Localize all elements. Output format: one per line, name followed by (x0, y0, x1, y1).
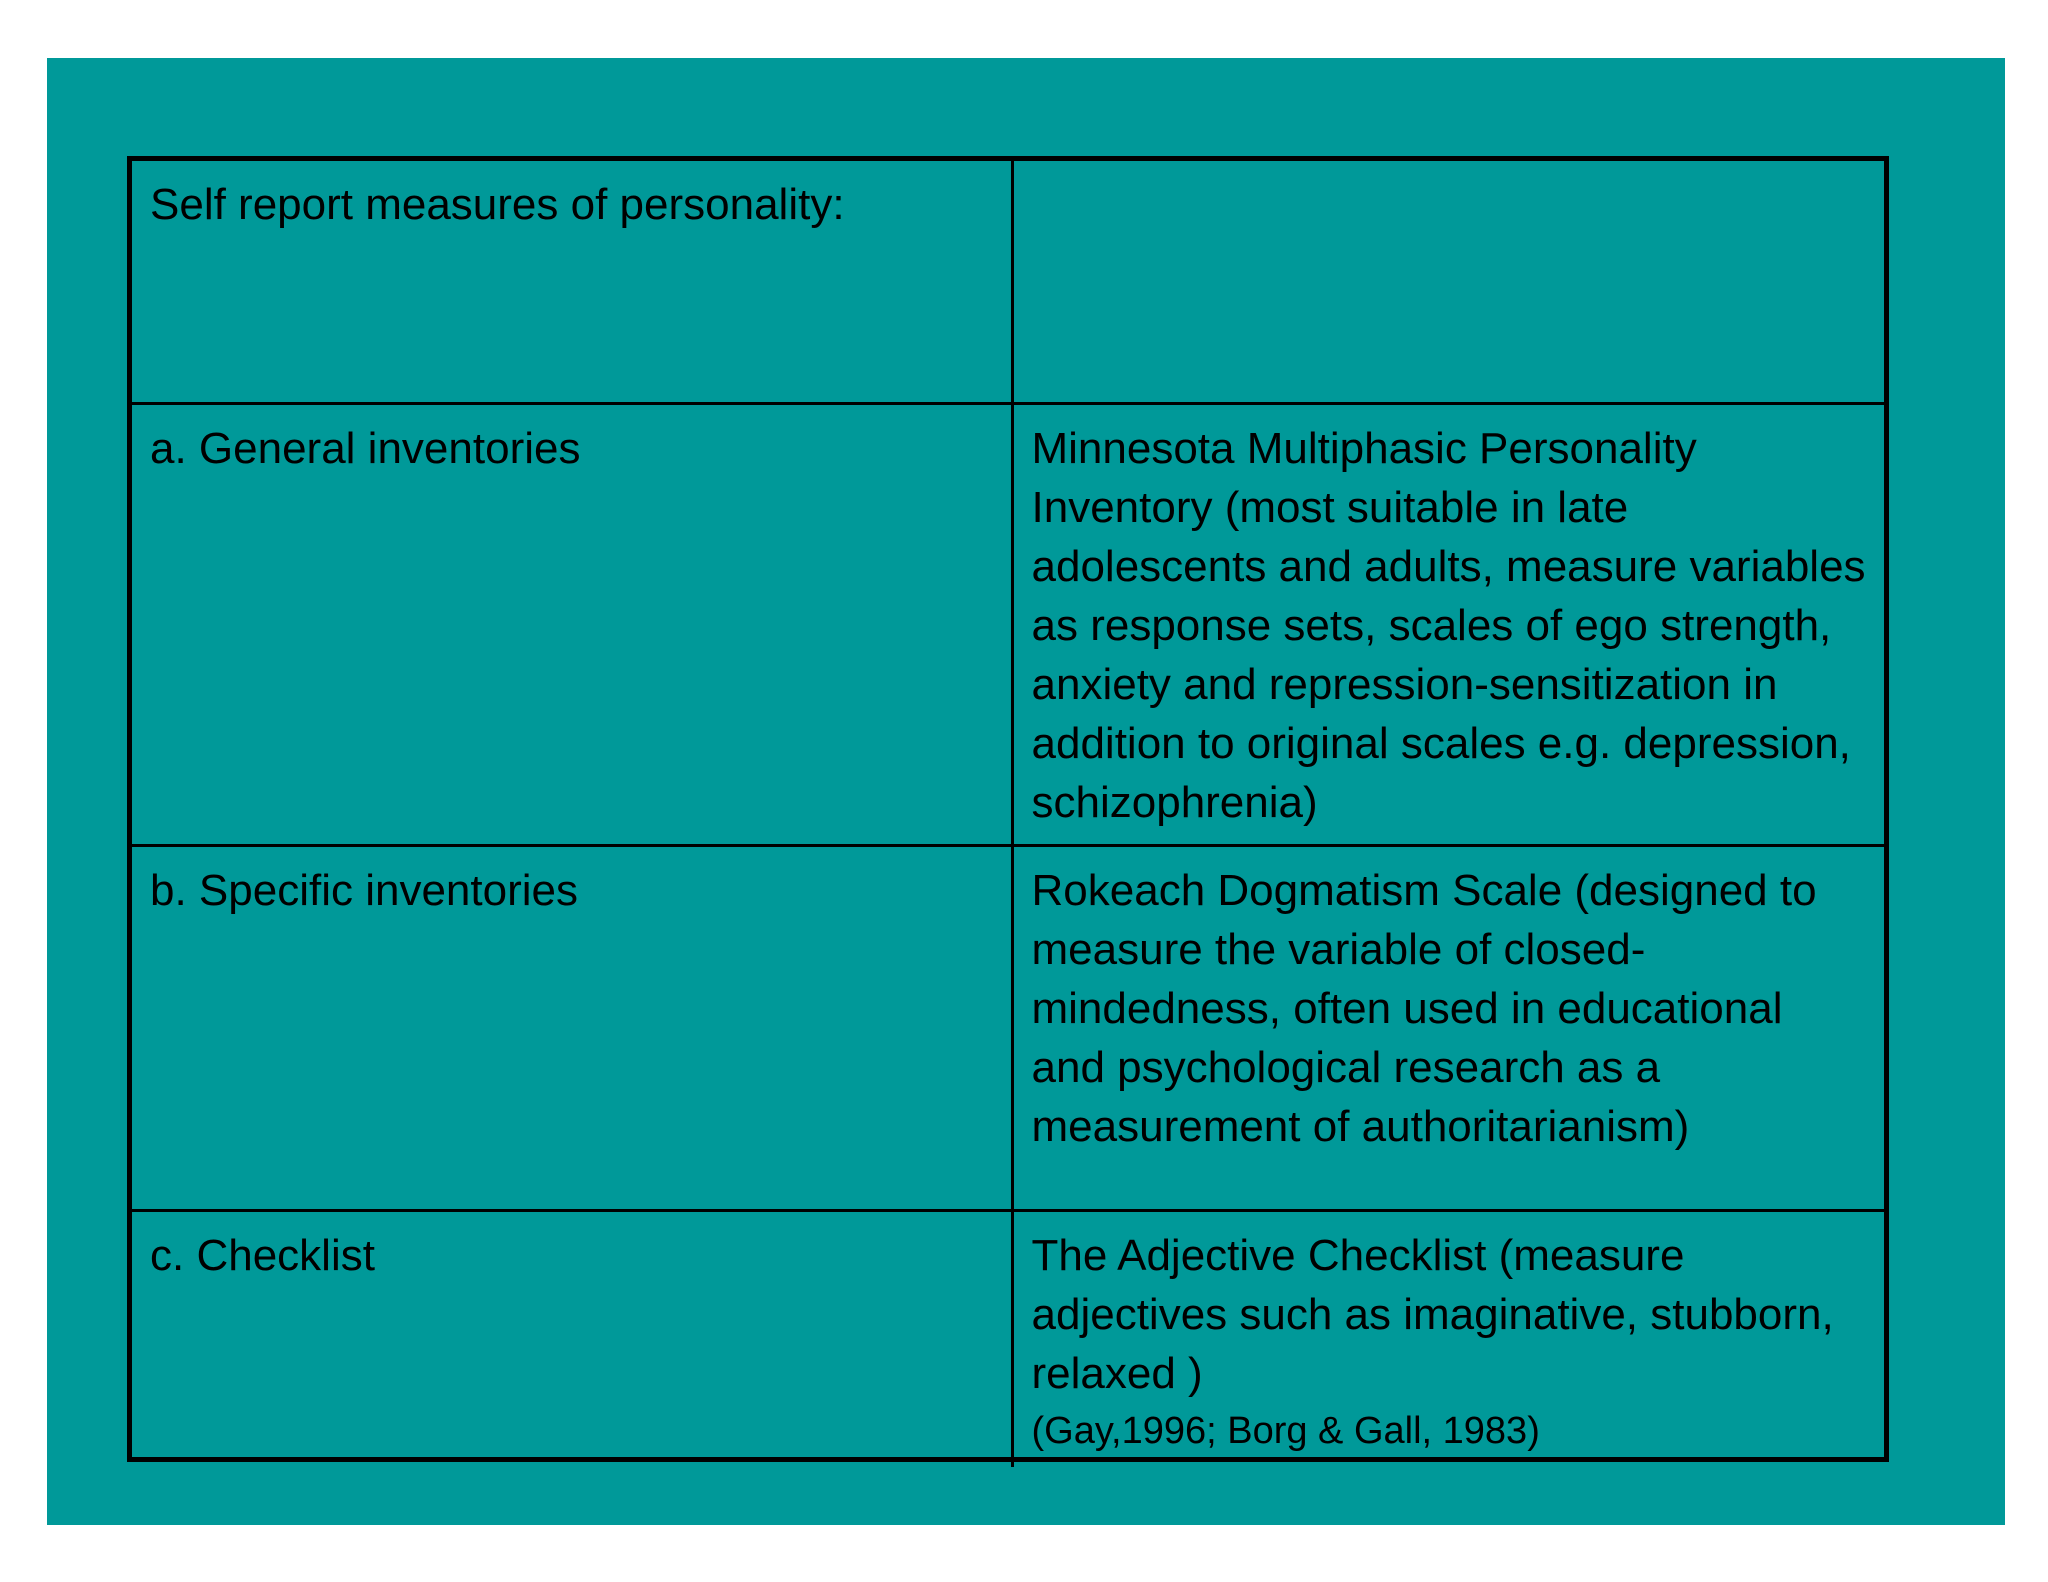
row-label-specific-inventories: b. Specific inventories (132, 845, 1012, 1210)
citation: (Gay,1996; Borg & Gall, 1983) (1031, 1409, 1540, 1452)
table-heading-cell: Self report measures of personality: (132, 161, 1012, 403)
table-row (132, 845, 1884, 1210)
row-description-mmpi: Minnesota Multiphasic Personality Inventory (most suitable in late adolescents and adults, measure variables as response sets, scales of ego strength, anxiety and repression-sensitization in addition to original scales e.g. depression, schizophrenia) (1012, 403, 1884, 845)
row-label-checklist: c. Checklist (132, 1210, 1012, 1467)
personality-measures-table (127, 156, 1889, 1462)
slide-background (47, 58, 2005, 1525)
empty-cell (1012, 161, 1884, 403)
row-label-general-inventories: a. General inventories (132, 403, 1012, 845)
row-description-adjective-checklist: The Adjective Checklist (measure adjectives such as imaginative, stubborn, relaxed ) (1031, 1230, 1834, 1398)
table-row (132, 1210, 1884, 1467)
table-row (132, 161, 1884, 403)
row-description-adjective-checklist-cell (1012, 1210, 1884, 1467)
table-row (132, 403, 1884, 845)
row-description-rokeach: Rokeach Dogmatism Scale (designed to measure the variable of closed-mindedness, often used in educational and psychological research as a measurement of authoritarianism) (1012, 845, 1884, 1210)
